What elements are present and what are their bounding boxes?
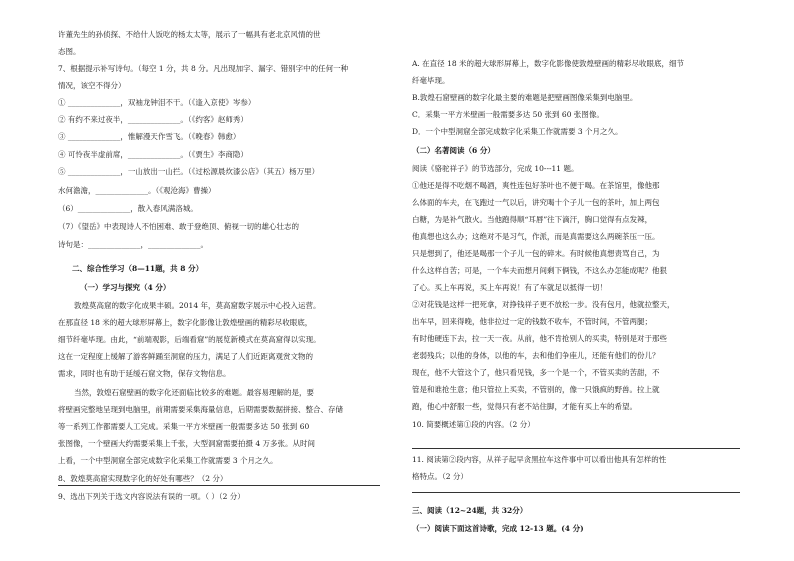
excerpt-line: 老弱残兵；以他的身体，以他的车，去和他们争座儿，还能有他们的份儿？ <box>412 351 660 360</box>
classic-reading-heading: （二）名著阅读（6 分） <box>412 146 495 155</box>
poem-blank-5b: 水何澹澹，______________。（《观沧海》曹操） <box>58 186 216 195</box>
text-line: 态图。 <box>58 47 81 56</box>
question-10: 10. 简要概述第①段的内容。（2 分） <box>412 420 535 429</box>
poem-blank-1: ① ______________，双袖龙钟泪不干。（《逢入京使》岑参） <box>58 98 256 107</box>
excerpt-line: 只是想到了，他还是喝那一个子儿一包的碎末。有时候他真想责骂自己，为 <box>412 249 660 258</box>
text-line: 许董先生的孙侦探、不给什人饭吃的杨太太等，展示了一幅具有老北京风情的世 <box>58 30 321 39</box>
excerpt-line: ②对花钱是这样一把死拿，对挣钱祥子更不放松一步。没有包月，他就拉整天， <box>412 300 675 309</box>
section-two-heading: 二、综合性学习（8—11题，共 8 分） <box>72 264 204 273</box>
passage-line: 张图像，一个壁画大约需要采集上千张，大型洞窟需要拍摄 4 万多张。从时间 <box>58 439 316 448</box>
option-a-cont: 纤毫毕现。 <box>412 76 450 85</box>
option-b: B.敦煌石窟壁画的数字化最主要的难题是把壁画图像采集到电脑里。 <box>412 93 638 102</box>
passage-line: 细节纤毫毕现。由此，“前端观影，后端看窟”的展览新模式在莫高窟得以实现。 <box>58 335 321 344</box>
passage-line: 等一系列工作都需要人工完成。采集一平方米壁画一般需要多达 50 张到 60 <box>58 422 310 431</box>
left-column <box>58 0 394 561</box>
option-a: A. 在直径 18 米的超大球形屏幕上，数字化影像使敦煌壁画的精彩尽收眼底，细节 <box>412 59 684 68</box>
excerpt-line: ①他还是得不吃烟不喝酒，爽性连包好茶叶也不便于喝。在茶馆里，像他那 <box>412 181 660 190</box>
excerpt-line: 他真想也这么办；这绝对不是习气，作派，而是真需要这么两碗茶压一压。 <box>412 232 660 241</box>
reading-instruction: 阅读《骆驼祥子》的节选部分，完成 10---11 题。 <box>412 164 579 173</box>
option-c: C．采集一平方米壁画一般需要多达 50 张到 60 张图像。 <box>412 110 604 119</box>
poem-blank-2: ② 有约不来过夜半，______________。（《约客》赵师秀） <box>58 115 248 124</box>
option-d: D．一个中型洞窟全部完成数字化采集工作就需要 3 个月之久。 <box>412 127 623 136</box>
question-11: 11. 阅读第②段内容，从祥子起早贪黑拉车这件事中可以看出他具有怎样的性 <box>412 455 667 464</box>
excerpt-line: 白糖，为是补气散火。当他跑得顺“耳唇”往下滴汗，胸口觉得有点发辣， <box>412 215 653 224</box>
passage-line: 将壁画完整地呈现到电脑里，前期需要采集海量信息，后期需要数据拼接、整合、存储 <box>58 405 343 414</box>
question-7: 7、根据提示补写诗句。（每空 1 分，共 8 分。凡出现加字、漏字、错别字中的任何一种 <box>58 64 349 73</box>
excerpt-line: 么体面的车夫，在飞跑过一气以后，讲究喝十个子儿一包的茶叶，加上两包 <box>412 198 660 207</box>
poem-blank-5: ⑤ ______________，一山放出一山拦。（《过松源晨炊漆公店》（其五）杨万里） <box>58 167 320 176</box>
excerpt-line: 了心。买上车再说，买上车再说！有了车就足以抵得一切！ <box>412 283 607 292</box>
section-three-heading: 三、阅读（12~24题，共 32分） <box>412 506 528 515</box>
passage-line: 需求，同时也有助于延缓石窟文物，保存文物信息。 <box>58 369 231 378</box>
poem-reading-heading: （一）阅读下面这首诗歌，完成 12-13 题。(4 分) <box>412 524 584 533</box>
poem-blank-3: ③ ______________，惟解漫天作雪飞。（《晚春》韩愈） <box>58 132 241 141</box>
answer-line <box>58 485 380 486</box>
passage-line: 这在一定程度上缓解了游客鲜踊至洞窟的压力，满足了人们近距离观赏文物的 <box>58 352 313 361</box>
passage-line: 在那直径 18 米的超大球形屏幕上，数字化影像让敦煌壁画的精彩尽收眼底， <box>58 318 313 327</box>
question-11-cont: 格特点。（2 分） <box>412 472 468 481</box>
excerpt-line: 出车早，回来得晚，他非拉过一定的钱数不收车，不管时间，不管两腿； <box>412 317 652 326</box>
answer-line <box>412 492 740 493</box>
poem-blank-4: ④ 可怜夜半虚前席，______________。（《贾生》李商隐） <box>58 150 248 159</box>
passage-line: 敦煌莫高窟的数字化成果丰硕。2014 年，莫高窟数字展示中心投入运营。 <box>74 301 321 310</box>
text-line: 情况，该空不得分） <box>58 81 126 90</box>
text-line: 诗句是：______________，______________。 <box>58 240 208 249</box>
passage-line: 当然，敦煌石窟壁画的数字化还面临比较多的难题。最容易理解的是，要 <box>74 388 314 397</box>
question-9: 9、选出下列关于选文内容说法有误的一项。（ ）（2 分） <box>58 492 245 501</box>
answer-line <box>412 448 740 449</box>
excerpt-line: 现在，他不大管这个了，他只看见钱，多一个是一个，不管买卖的苦甜，不 <box>412 368 660 377</box>
question-8: 8、敦煌莫高窟实现数字化的好处有哪些？（2 分） <box>58 474 228 483</box>
subsection-heading: （一）学习与探究（4 分） <box>80 283 171 292</box>
excerpt-line: 管是和谁抢生意；他只管拉上买卖，不管别的，像一只饿疯的野兽。拉上就 <box>412 385 660 394</box>
right-column <box>412 0 748 561</box>
excerpt-line: 有时他硬连下去，拉一天一夜。从前，他不肯抢别人的买卖，特别是对于那些 <box>412 334 667 343</box>
excerpt-line: 什么这样自苦；可是，一个车夫而想月间剩下俩钱，不这么办怎能成呢？他狠 <box>412 266 667 275</box>
poem-blank-6: （6）______________，散入春风满洛城。 <box>58 204 198 213</box>
passage-line: 上看，一个中型洞窟全部完成数字化采集工作就需要 3 个月之久。 <box>58 456 278 465</box>
excerpt-line: 跑，他心中舒服一些，觉得只有老不站住脚，才能有买上车的希望。 <box>412 402 637 411</box>
poem-blank-7: （7）《望岳》中表现诗人不怕困难、敢于登绝顶、俯视一切的雄心壮志的 <box>58 222 300 231</box>
